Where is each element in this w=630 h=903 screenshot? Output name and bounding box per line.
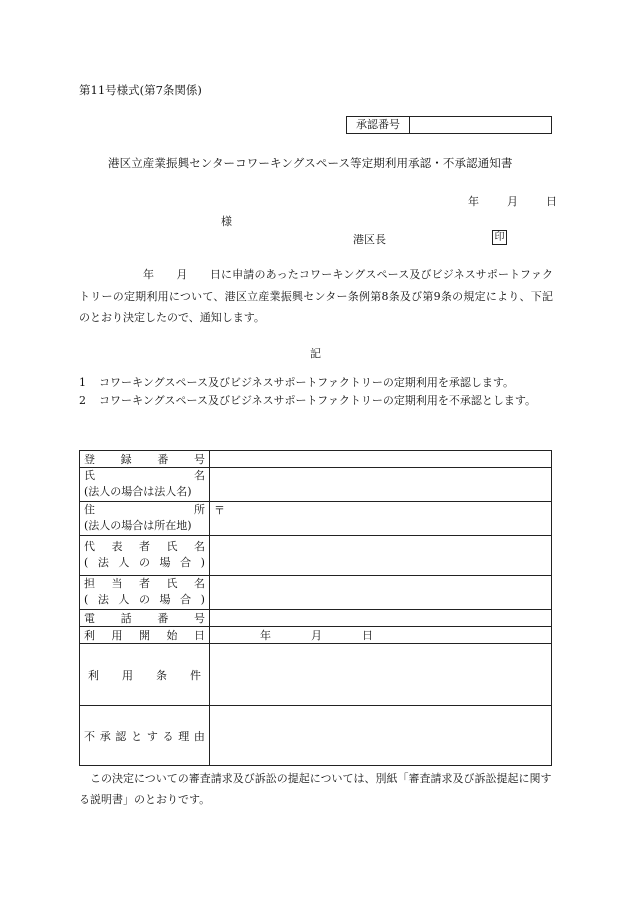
representative-value[interactable]	[210, 536, 552, 576]
start-date-value[interactable]	[210, 627, 552, 644]
postal-mark: 〒	[214, 504, 225, 517]
seal-stamp: 印	[492, 230, 507, 245]
name-value[interactable]	[210, 468, 552, 502]
item-number: 1	[79, 376, 86, 389]
document-title: 港区立産業振興センターコワーキングスペース等定期利用承認・不承認通知書	[108, 156, 513, 170]
form-number: 第11号様式(第7条関係)	[79, 83, 202, 97]
spread-label: ( 法 人 の 場 合 )	[84, 593, 205, 606]
representative-label	[80, 536, 210, 576]
appeal-notice: この決定についての審査請求及び訴訟の提起については、別紙「審査請求及び訴訟提起に関する説明書」のとおりです。	[79, 772, 552, 806]
decision-items	[79, 374, 553, 409]
spread-label: 代 表 者 氏 名	[84, 540, 205, 553]
applicant-table	[79, 450, 552, 766]
contact-label	[80, 576, 210, 610]
approval-number-field[interactable]	[410, 117, 551, 133]
table-row	[80, 576, 552, 610]
body-paragraph: 年 月 日に申請のあったコワーキングスペース及びビジネスサポートファクトリーの定期利用について、港区立産業振興センター条例第8条及び第9条の規定により、下記のとおり決定したので、通知します。	[79, 268, 553, 324]
contact-value[interactable]	[210, 576, 552, 610]
table-row	[80, 610, 552, 627]
phone-value[interactable]	[210, 610, 552, 627]
name-label: 氏 名 (法人の場合は法人名)	[80, 468, 210, 502]
list-item	[79, 374, 553, 392]
address-label: 住 所 (法人の場合は所在地)	[80, 502, 210, 536]
ki-heading: 記	[310, 347, 321, 360]
reason-value[interactable]	[210, 706, 552, 766]
conditions-value[interactable]	[210, 644, 552, 706]
spread-label: ( 法 人 の 場 合 )	[84, 556, 205, 569]
spread-label: 不 承 認 と す る 理 由	[84, 729, 205, 743]
spread-label: 利 用 条 件	[88, 668, 201, 682]
approval-number-box	[346, 116, 552, 134]
table-row	[80, 536, 552, 576]
table-row	[80, 644, 552, 706]
item-number: 2	[79, 393, 86, 407]
reg-no-label	[80, 451, 210, 468]
item-text: コワーキングスペース及びビジネスサポートファクトリーの定期利用を承認します。	[99, 376, 515, 389]
date-day: 日	[546, 195, 557, 208]
start-date-label	[80, 627, 210, 644]
reason-label	[80, 706, 210, 766]
table-row	[80, 706, 552, 766]
spread-label: 住 所	[84, 503, 205, 516]
date-month: 月	[507, 195, 518, 208]
table-row	[80, 627, 552, 644]
table-row	[80, 502, 552, 536]
table-row	[80, 468, 552, 502]
start-month: 月	[311, 629, 322, 642]
table-row	[80, 451, 552, 468]
approval-number-label: 承認番号	[347, 117, 410, 133]
start-day: 日	[362, 629, 373, 642]
list-item	[79, 392, 553, 410]
start-year: 年	[260, 629, 271, 642]
issue-date	[468, 193, 557, 209]
spread-label: 電 話 番 号	[84, 612, 205, 625]
reg-no-value[interactable]	[210, 451, 552, 468]
spread-label: 氏 名	[84, 469, 205, 482]
spread-label: 登 録 番 号	[84, 453, 205, 466]
conditions-label	[80, 644, 210, 706]
spread-label: 利 用 開 始 日	[84, 629, 205, 642]
addressee-suffix: 様	[221, 215, 232, 228]
phone-label	[80, 610, 210, 627]
address-value[interactable]	[210, 502, 552, 536]
date-year: 年	[468, 195, 479, 208]
issuer-name: 港区長	[353, 233, 386, 246]
spread-label: 担 当 者 氏 名	[84, 577, 205, 590]
item-text: コワーキングスペース及びビジネスサポートファクトリーの定期利用を不承認とします。	[99, 393, 537, 407]
